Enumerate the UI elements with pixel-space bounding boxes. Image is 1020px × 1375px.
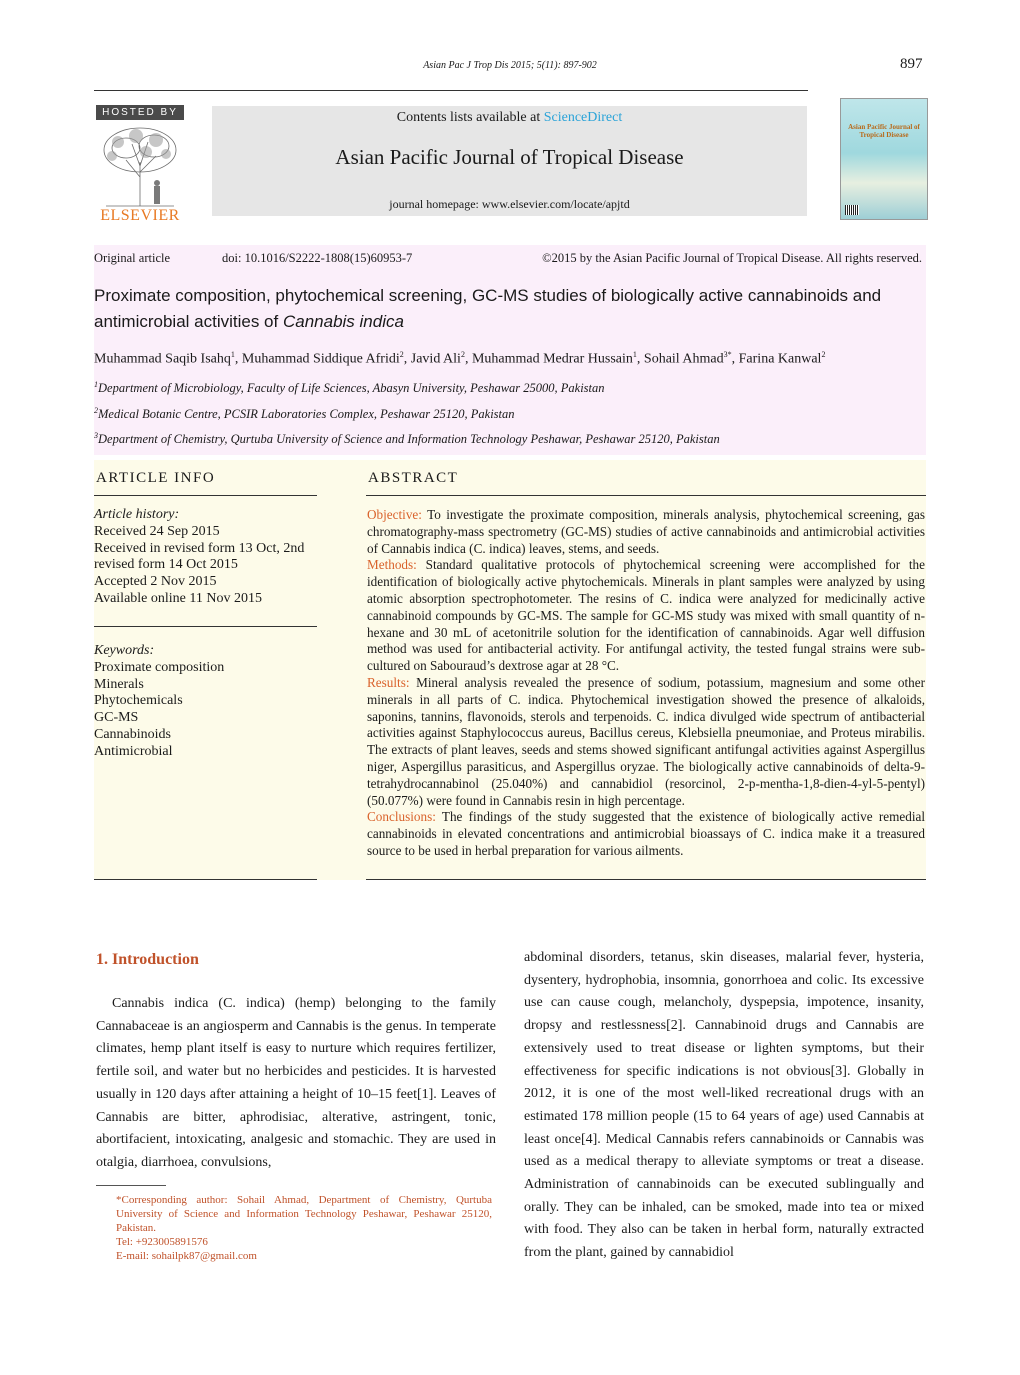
page-number: 897	[900, 56, 923, 72]
keywords	[94, 643, 318, 761]
phone: Tel: +923005891576	[116, 1236, 208, 1248]
history-item: Received 24 Sep 2015	[94, 523, 220, 539]
affiliation: $^3$Department of Chemistry, Qurtuba University of Science and Information Technology Peshawar, Peshawar 25120, Pakistan	[94, 431, 720, 447]
hosted-by-label: HOSTED BY	[96, 105, 184, 120]
divider	[94, 879, 317, 880]
cover-barcode	[845, 205, 859, 215]
results-text: Mineral analysis revealed the presence of sodium, potassium, magnesium and some other minerals in all parts of C. indica. Phytochemical investigation showed the presence of alkaloids, saponins, tannins, flavonoids, sterols and terpenoids. C. indica divulged wide spectrum of antibacterial activities against Staphylococcus aureus, Bacillus cereus, Klebsiella pneumoniae, and Proteus mirabilis. The extracts of plant leaves, seeds and stems showed significant antifungal activities against Aspergillus niger, Aspergillus parasiticus, and Aspergillus oryzae. The biologically active cannabinoids of delta-9-tetrahydrocannabinol (25.040%) and cannabidiol (resorcinol, 2-p-mentha-1,8-dien-4-yl-5-pentyl) (50.077%) were found in Cannabis resin in high percentage.	[367, 674, 926, 808]
cover-title: Asian Pacific Journal of Tropical Disease	[848, 123, 920, 139]
author-list: Muhammad Saqib Isahq$^1$, Muhammad Siddique Afridi$^2$, Javid Ali$^2$, Muhammad Medrar Hussain$^1$, Sohail Ahmad$^{3*}$, Farina Kanwal$^2$	[94, 350, 826, 367]
keyword: Proximate composition	[94, 659, 225, 675]
affiliation: $^2$Medical Botanic Centre, PCSIR Laboratories Complex, Peshawar 25120, Pakistan	[94, 406, 515, 422]
keyword: GC-MS	[94, 710, 139, 726]
objective-label: Objective:	[367, 507, 422, 522]
sciencedirect-link[interactable]: ScienceDirect	[543, 110, 623, 125]
title-main: Proximate composition, phytochemical screening, GC-MS studies of biologically active cannabinoids and antimicrobial activities of	[94, 286, 882, 331]
article-type: Original article	[94, 251, 171, 265]
article-doi[interactable]: doi: 10.1016/S2222-1808(15)60953-7	[222, 251, 413, 265]
author: Javid Ali	[410, 351, 461, 367]
elsevier-tree-logo	[96, 122, 184, 208]
keyword: Phytochemicals	[94, 693, 183, 709]
intro-paragraph: abdominal disorders, tetanus, skin diseases, malarial fever, hysteria, dysentery, hydrophobia, insomnia, gonorrhoea and colic. Its excessive use can cause cough, melancholy, dyspepsia, impotence, insanity, dropsy and restlessness[2]. Cannabinoid drugs and Cannabis are extensively used to treat disease or lighten symptoms, but their effectiveness for specific indications is not obvious[3]. Globally in 2012, it is one of the most well-liked recreational drugs with an estimated 178 million people (15 to 64 years of age) used Cannabis at least once[4]. Medical Cannabis refers cannabinoids or Cannabis was used as a medical therapy to alleviate symptoms or treat a disease. Administration of cannabinoids can be executed sublingually and orally. They can be inhaled, can be smoked, made into tea or mixed with food. They also can be taken in herbal form, naturally extracted from the plant, gained by cannabidiol	[524, 950, 924, 1261]
methods-label: Methods:	[367, 557, 417, 573]
divider	[94, 495, 317, 496]
abstract-body	[367, 507, 925, 860]
article-info-heading: ARTICLE INFO	[96, 470, 216, 486]
contents-line	[212, 110, 807, 126]
divider	[94, 626, 317, 627]
corresponding-author-footnote	[96, 1193, 492, 1263]
journal-cover-image	[840, 98, 928, 220]
keyword: Antimicrobial	[94, 743, 173, 759]
section-heading-introduction: 1. Introduction	[96, 951, 199, 968]
author: Muhammad Saqib Isahq	[94, 351, 231, 367]
running-head: Asian Pac J Trop Dis 2015; 5(11): 897-902	[423, 60, 597, 71]
header-rule	[94, 90, 808, 91]
author: Muhammad Siddique Afridi	[241, 351, 400, 367]
methods-text: Standard qualitative protocols of phytochemical screening were accomplished for the identification of biologically active phytochemicals. Minerals in plant samples were analyzed by using atomic absorption spectrophotometer. The resins of C. indica were analyzed for medicinally active cannabinoid compounds by GC-MS. The sample for GC-MS study was mixed with small quantity of n-hexane and 30 mL of acetonitrile solution for the identification of cannabinoids. Agar well diffusion method was used for antibacterial activity. For antifungal activity, the tested fungal strains were sub-cultured on Sabouraud’s dextrose agar at 28 °C.	[367, 557, 925, 674]
corresponding-author: *Corresponding author: Sohail Ahmad, Department of Chemistry, Qurtuba University of Science and Information Technology Peshawar, Peshawar 25120, Pakistan.	[116, 1194, 492, 1234]
footnote-rule	[96, 1185, 166, 1186]
author: Farina Kanwal	[738, 351, 822, 367]
contents-prefix: Contents lists available at	[396, 110, 544, 125]
elsevier-wordmark: ELSEVIER	[100, 207, 180, 224]
results-label: Results:	[367, 674, 410, 690]
article-title	[94, 283, 926, 335]
copyright: ©2015 by the Asian Pacific Journal of Tropical Disease. All rights reserved.	[542, 251, 922, 265]
title-italic: Cannabis indica	[282, 312, 404, 331]
keyword: Minerals	[94, 676, 144, 692]
author: Sohail Ahmad	[643, 351, 724, 367]
intro-column-left	[96, 993, 496, 1175]
conclusions-text: The findings of the study suggested that the existence of biologically active remedial cannabinoids in elevated concentrations and antimicrobial bioassays of C. indica make it a treasured source to be used in herbal preparation for various ailments.	[367, 809, 926, 858]
history-item: Available online 11 Nov 2015	[94, 590, 262, 606]
article-history	[94, 507, 318, 608]
email[interactable]: E-mail: sohailpk87@gmail.com	[116, 1250, 257, 1262]
keywords-label: Keywords:	[94, 643, 155, 658]
history-label: Article history:	[94, 507, 180, 522]
intro-paragraph: Cannabis indica (C. indica) (hemp) belonging to the family Cannabaceae is an angiosperm and Cannabis is the genus. In temperate climates, hemp plant itself is easy to nurture which requires fertilizer, fertile soil, and water but no herbicides and pesticides. It is harvested usually in 120 days after attaining a height of 10–15 feet[1]. Leaves of Cannabis are bitter, aphrodisiac, alterative, astringent, tonic, abortifacient, intoxicating, analgesic and stomachic. They are used in otalgia, diarrhoea, convulsions,	[96, 996, 496, 1170]
author: Muhammad Medrar Hussain	[471, 351, 633, 367]
intro-column-right	[524, 947, 924, 1265]
abstract-heading: ABSTRACT	[368, 470, 459, 486]
keyword: Cannabinoids	[94, 726, 171, 742]
journal-homepage[interactable]: journal homepage: www.elsevier.com/locate/apjtd	[389, 197, 630, 211]
conclusions-label: Conclusions:	[367, 809, 436, 825]
divider	[366, 879, 926, 880]
history-item: Accepted 2 Nov 2015	[94, 574, 217, 590]
objective-text: To investigate the proximate composition, minerals analysis, phytochemical screening, gas chromatography-mass spectrometry (GC-MS) studies of active cannabinoids and antimicrobial activities of Cannabis indica (C. indica) leaves, stems, and seeds.	[367, 507, 925, 556]
history-item: Received in revised form 13 Oct, 2nd revised form 14 Oct 2015	[94, 540, 305, 573]
affiliation: $^1$Department of Microbiology, Faculty of Life Sciences, Abasyn University, Peshawar 25000, Pakistan	[94, 380, 605, 396]
journal-title: Asian Pacific Journal of Tropical Disease	[335, 145, 684, 169]
divider	[366, 495, 926, 496]
